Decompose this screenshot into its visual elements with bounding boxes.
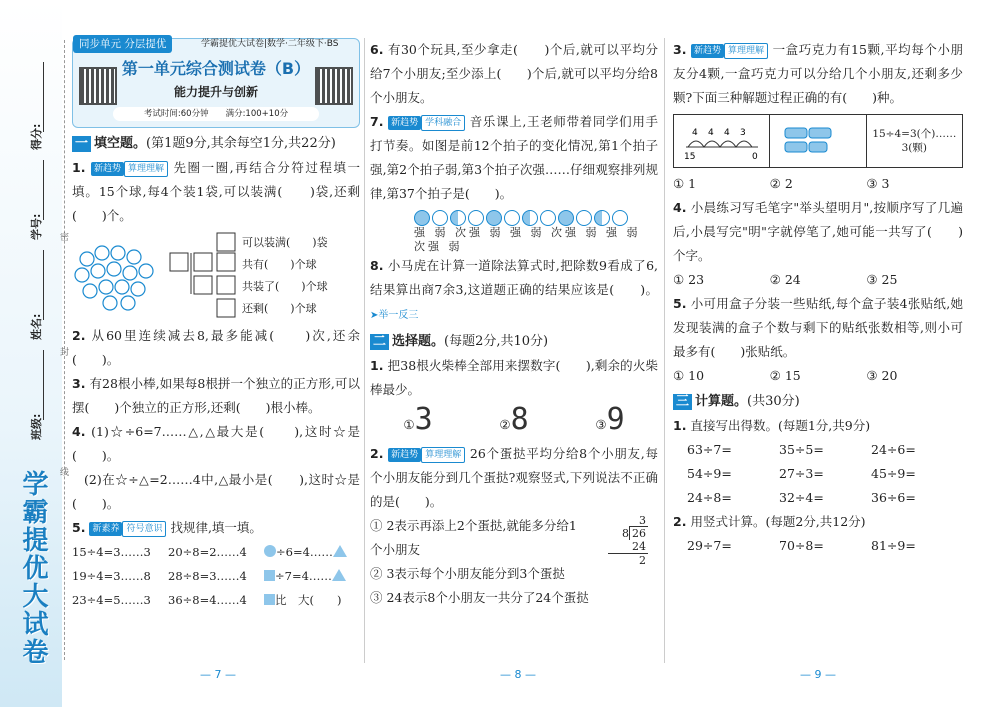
strong-beat-icon — [486, 210, 502, 226]
section-number: 一 — [72, 136, 91, 152]
calc-item: 27÷3= — [779, 466, 824, 481]
medium-beat-icon — [594, 210, 610, 226]
choice-3-options — [673, 172, 963, 196]
class-line — [43, 350, 44, 420]
seal-word: 线 — [60, 468, 70, 478]
pattern-row — [72, 540, 360, 564]
section-fill-in — [72, 132, 360, 156]
brand-logo-text: 学霸提优大试卷 — [18, 470, 48, 666]
triangle-shape-icon — [333, 545, 347, 557]
column-page-8 — [370, 38, 658, 610]
calc-item: 70÷8= — [779, 538, 824, 553]
calc-item: 32÷4= — [779, 490, 824, 505]
option[interactable]: ③9 — [595, 401, 625, 437]
column-divider — [364, 38, 365, 663]
long-division — [608, 514, 648, 567]
divisor: 8 — [622, 527, 629, 540]
binding-sidebar — [0, 0, 62, 707]
pattern-cell: 20÷8=2……4 — [168, 545, 247, 559]
matchstick-digit: 8 — [510, 401, 529, 437]
tag-new-trend: 新趋势 — [91, 162, 124, 176]
tag-topic: 算理理解 — [124, 161, 168, 177]
question-3 — [72, 372, 360, 420]
weak-beat-icon — [612, 210, 628, 226]
choice-4 — [673, 196, 963, 268]
weak-beat-icon — [540, 210, 556, 226]
fill-line: 可以装满( )袋 — [242, 236, 328, 249]
question-2 — [72, 324, 360, 372]
question-4 — [72, 420, 360, 516]
header-series: 学霸提优大试卷|数学·二年级下·BS — [201, 39, 339, 49]
student-id-line — [43, 160, 44, 220]
pattern-cell: 19÷4=3……8 — [72, 569, 151, 583]
square-shape-icon — [264, 594, 275, 605]
tag-topic: 算理理解 — [421, 447, 465, 463]
division-row — [608, 527, 648, 540]
calc-item: 63÷7= — [687, 442, 732, 457]
seal-word: 封 — [60, 348, 70, 358]
choice-1 — [370, 354, 658, 402]
number-line-diagram — [682, 121, 762, 161]
beat-circles — [414, 210, 658, 226]
header-tag: 同步单元 分层提优 — [73, 35, 172, 53]
tag-new-trend: 新趋势 — [388, 448, 421, 462]
page-number: — 7 — — [200, 668, 236, 681]
section-title: 选择题。 — [392, 334, 445, 349]
class-label: 班级: — [30, 413, 43, 440]
question-text: 有28根小棒,如果每8根拼一个独立的正方形,可以摆( )个独立的正方形,还剩( )根小棒。 — [72, 376, 360, 415]
page-number: — 8 — — [500, 668, 536, 681]
question-number: 1. — [72, 160, 86, 175]
section-choice — [370, 330, 658, 354]
calc-item: 81÷9= — [871, 538, 916, 553]
question-text: 小马虎在计算一道除法算式时,把除数9看成了6,结果算出商7余3,这道题正确的结果应该是( )。 — [370, 258, 658, 297]
solution-methods-figure — [673, 114, 963, 168]
question-number: 4. — [673, 200, 687, 215]
calc-item: 45÷9= — [871, 466, 916, 481]
pattern-cell: 15÷4=3……3 — [72, 545, 151, 559]
question-number: 8. — [370, 258, 384, 273]
pattern-cell: 比 大( ) — [264, 588, 360, 612]
column-page-7 — [72, 38, 360, 612]
question-5 — [72, 516, 360, 540]
question-number: 5. — [673, 296, 687, 311]
option[interactable]: ② 2 — [769, 176, 793, 191]
question-text: (2)在☆÷△=2……4中,△最小是( ),这时☆是( )。 — [72, 472, 360, 511]
calc-item: 54÷9= — [687, 466, 732, 481]
calc-1 — [673, 414, 963, 438]
svg-text:15: 15 — [683, 152, 696, 161]
option[interactable]: ③ 20 — [866, 368, 898, 383]
question-text: 从60里连续减去8,最多能减( )次,还余( )。 — [72, 328, 361, 367]
question-number: 2. — [673, 514, 687, 529]
question-7 — [370, 110, 658, 206]
question-text: 音乐课上,王老师带着同学们用手打节奏。如图是前12个拍子的变化情况,第1个拍子强,第2个拍子弱,第3个拍子次强……仔细观察排列规律,第37个拍子是( )。 — [370, 114, 658, 201]
fill-in-lines — [242, 232, 328, 320]
beat-labels: 强 弱 次强 弱 强 弱 次强 弱 强 弱 次强 弱 — [414, 226, 641, 253]
question-text: 有30个玩具,至少拿走( )个后,就可以平均分给7个小朋友;至少添上( )个后,就可以平均分给8个小朋友。 — [370, 42, 658, 105]
section-calculation — [673, 390, 963, 414]
quotient: 3 — [639, 514, 646, 527]
column-page-9 — [673, 38, 963, 558]
calc-item: 36÷6= — [871, 490, 916, 505]
circle-shape-icon — [264, 545, 276, 557]
choice-3 — [673, 38, 963, 110]
option[interactable]: ① 10 — [673, 368, 705, 383]
medium-beat-icon — [450, 210, 466, 226]
option[interactable]: ② 3表示每个小朋友能分到3个蛋挞 — [370, 566, 565, 581]
svg-text:3: 3 — [739, 128, 746, 138]
oral-calc-grid — [673, 438, 963, 510]
question-text: 小晨练习写毛笔字"举头望明月",按顺序写了几遍后,小晨写完"明"字就停笔了,她可能一共写了( )个字。 — [673, 200, 963, 263]
exam-meta: 考试时间:60分钟 满分:100+10分 — [113, 107, 319, 121]
pattern-table — [72, 540, 360, 612]
svg-text:4: 4 — [723, 128, 730, 138]
name-label: 姓名: — [30, 313, 43, 340]
box-diagram — [162, 231, 242, 321]
exam-subtitle: 能力提升与创新 — [173, 85, 258, 99]
tag-topic: 学科融合 — [421, 115, 465, 131]
matchstick-digit: 9 — [606, 401, 625, 437]
matchstick-digit: 3 — [414, 401, 433, 437]
score-line — [43, 62, 44, 132]
method-grouping — [770, 115, 866, 167]
svg-text:4: 4 — [707, 128, 714, 138]
pattern-cell: ÷6=4…… — [264, 540, 360, 564]
strong-beat-icon — [414, 210, 430, 226]
tag-new-trend: 新趋势 — [388, 116, 421, 130]
vertical-calc-grid — [673, 534, 963, 558]
choice-2 — [370, 442, 658, 514]
dividend: 26 — [629, 526, 648, 540]
pattern-row — [72, 588, 360, 612]
pattern-cell: 23÷4=5……3 — [72, 593, 151, 607]
question-text: 一盒巧克力有15颗,平均每个小朋友分4颗,一盒巧克力可以分给几个小朋友,还剩多少颗?下面三种解题过程正确的有( )种。 — [673, 42, 963, 105]
question-8 — [370, 254, 658, 328]
section-number: 二 — [370, 334, 389, 350]
option[interactable]: ①3 — [403, 401, 433, 437]
calc-2 — [673, 510, 963, 534]
question-number: 3. — [673, 42, 687, 57]
weak-beat-icon — [468, 210, 484, 226]
medium-beat-icon — [522, 210, 538, 226]
section-title: 填空题。 — [94, 136, 147, 151]
remainder: 2 — [639, 554, 646, 567]
question-text: 直接写出得数。(每题1分,共9分) — [690, 418, 871, 433]
option[interactable]: ① 2表示再添上2个蛋挞,就能多分给1个小朋友 — [370, 518, 577, 557]
tag-topic: 符号意识 — [122, 521, 166, 537]
choice-5 — [673, 292, 963, 364]
question-number: 3. — [72, 376, 86, 391]
tag-new-trend: 新趋势 — [691, 44, 724, 58]
tag-topic: 算理理解 — [724, 43, 768, 59]
question-number: 5. — [72, 520, 86, 535]
section-desc: (每题2分,共10分) — [444, 334, 549, 349]
method-number-line — [674, 115, 770, 167]
fill-line: 共装了( )个球 — [242, 280, 328, 293]
question-number: 4. — [72, 424, 86, 439]
column-divider — [664, 38, 665, 663]
section-desc: (共30分) — [747, 394, 800, 409]
exam-header — [72, 38, 360, 128]
option[interactable]: ② 15 — [769, 368, 801, 383]
weak-beat-icon — [432, 210, 448, 226]
pattern-row — [72, 564, 360, 588]
question-number: 1. — [370, 358, 384, 373]
seal-word: 密 — [60, 233, 70, 243]
method-equation: 15÷4=3(个)……3(颗) — [872, 128, 957, 154]
exam-title: 第一单元综合测试卷（B） — [121, 59, 311, 78]
calc-item: 35÷5= — [779, 442, 824, 457]
beat-figure — [370, 210, 658, 254]
question-1 — [72, 156, 360, 228]
square-shape-icon — [264, 570, 275, 581]
weak-beat-icon — [576, 210, 592, 226]
triangle-shape-icon — [332, 569, 346, 581]
calc-item: 24÷8= — [687, 490, 732, 505]
question-number: 6. — [370, 42, 384, 57]
product: 24 — [608, 540, 648, 554]
question-text: (1)☆÷6=7……△,△最大是( ),这时☆是( )。 — [72, 424, 360, 463]
question-number: 1. — [673, 418, 687, 433]
calc-item: 24÷6= — [871, 442, 916, 457]
score-label: 得分: — [30, 123, 43, 150]
option[interactable]: ① 23 — [673, 272, 705, 287]
question-number: 2. — [370, 446, 384, 461]
question-text: 先圈一圈,再结合分符过程填一填。15个球,每4个装1袋,可以装满( )袋,还剩( )个。 — [72, 160, 360, 223]
question-text: 用竖式计算。(每题2分,共12分) — [690, 514, 866, 529]
grouping-diagram — [783, 124, 853, 158]
svg-text:0: 0 — [751, 152, 758, 161]
pattern-cell: 28÷8=3……4 — [168, 569, 247, 583]
choice-4-options — [673, 268, 963, 292]
question-number: 7. — [370, 114, 384, 129]
section-title: 计算题。 — [695, 394, 748, 409]
option[interactable]: ③ 25 — [866, 272, 898, 287]
question-6 — [370, 38, 658, 110]
question-text: 找规律,填一填。 — [170, 520, 262, 535]
fill-line: 共有( )个球 — [242, 258, 317, 271]
section-desc: (第1题9分,其余每空1分,共22分) — [146, 136, 336, 151]
strong-beat-icon — [558, 210, 574, 226]
option[interactable]: ② 24 — [769, 272, 801, 287]
choice-2-options — [370, 514, 658, 610]
question-text: 26个蛋挞平均分给8个小朋友,每个小朋友能分到几个蛋挞?观察竖式,下列说法不正确的是( )。 — [370, 446, 658, 509]
svg-text:4: 4 — [691, 128, 698, 138]
name-line — [43, 250, 44, 320]
question-text: 把38根火柴棒全部用来摆数字( ),剩余的火柴棒最少。 — [370, 358, 658, 397]
practice-link[interactable]: ➤举一反三 — [370, 310, 419, 321]
weak-beat-icon — [504, 210, 520, 226]
choice-5-options — [673, 364, 963, 388]
balls-illustration — [72, 241, 162, 311]
option[interactable]: ③ 3 — [866, 176, 890, 191]
option[interactable]: ③ 24表示8个小朋友一共分了24个蛋挞 — [370, 590, 589, 605]
tag-new-literacy: 新素养 — [89, 522, 122, 536]
section-number: 三 — [673, 394, 692, 410]
pattern-cell: ÷7=4…… — [264, 564, 360, 588]
question-text: 小可用盒子分装一些贴纸,每个盒子装4张贴纸,她发现装满的盒子个数与剩下的贴纸张数相等,则小可最多有( )张贴纸。 — [673, 296, 963, 359]
page-number: — 9 — — [800, 668, 836, 681]
fill-line: 还剩( )个球 — [242, 302, 317, 315]
pattern-cell: 36÷8=4……4 — [168, 593, 247, 607]
ball-figure — [72, 228, 360, 324]
student-id-label: 学号: — [30, 213, 43, 240]
option[interactable]: ① 1 — [673, 176, 697, 191]
question-number: 2. — [72, 328, 86, 343]
matchstick-options — [370, 402, 658, 442]
calc-item: 29÷7= — [687, 538, 732, 553]
option[interactable]: ②8 — [499, 401, 529, 437]
